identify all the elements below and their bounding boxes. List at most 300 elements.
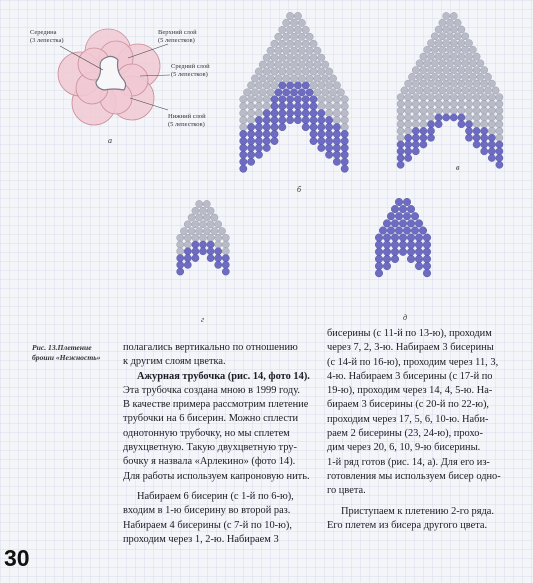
- bead: [279, 68, 286, 75]
- bead: [391, 234, 399, 242]
- bead: [207, 234, 214, 241]
- bead: [427, 80, 434, 87]
- bead: [318, 96, 325, 103]
- bead: [215, 234, 222, 241]
- bead: [458, 53, 465, 60]
- bead: [420, 53, 427, 60]
- bead: [207, 248, 214, 255]
- bead: [473, 94, 480, 101]
- bead: [375, 241, 383, 249]
- bead: [391, 205, 399, 213]
- bead: [240, 137, 247, 144]
- bead: [397, 100, 404, 107]
- bead: [271, 116, 278, 123]
- bead: [399, 241, 407, 249]
- bead: [279, 116, 286, 123]
- bead: [450, 94, 457, 101]
- bead: [443, 94, 450, 101]
- bead: [247, 130, 254, 137]
- bead: [333, 151, 340, 158]
- bead: [481, 134, 488, 141]
- bead: [325, 123, 332, 130]
- bead: [450, 53, 457, 60]
- bead: [458, 107, 465, 114]
- bead: [443, 53, 450, 60]
- bead: [443, 12, 450, 19]
- bead: [341, 151, 348, 158]
- bead: [383, 234, 391, 242]
- bead: [294, 54, 301, 61]
- bead: [462, 46, 469, 53]
- bead-figure-v: [397, 12, 503, 168]
- bead: [407, 234, 415, 242]
- bead: [222, 241, 229, 248]
- bead: [286, 82, 293, 89]
- bead: [298, 19, 305, 26]
- bead: [294, 68, 301, 75]
- body-line: Приступаем к плетению 2-го ряда.: [341, 505, 494, 517]
- bead: [484, 87, 491, 94]
- bead: [443, 80, 450, 87]
- bead: [259, 75, 266, 82]
- bead: [391, 248, 399, 256]
- bead: [496, 154, 503, 161]
- bead: [333, 158, 340, 165]
- bead: [415, 262, 423, 270]
- label-center-line1: Середина: [30, 29, 57, 36]
- bead: [279, 110, 286, 117]
- bead: [424, 60, 431, 67]
- bead: [412, 148, 419, 155]
- bead: [462, 73, 469, 80]
- bead: [290, 47, 297, 54]
- bead: [405, 114, 412, 121]
- bead: [211, 227, 218, 234]
- figure-caption: [32, 343, 118, 363]
- bead: [192, 254, 199, 261]
- bead: [318, 54, 325, 61]
- bead: [215, 254, 222, 261]
- bead: [458, 80, 465, 87]
- page-number: 30: [4, 545, 30, 571]
- bead: [333, 130, 340, 137]
- bead: [184, 254, 191, 261]
- body-line: Набираем 6 бисерин (с 1-й по 6-ю),: [137, 490, 294, 502]
- bead: [203, 214, 210, 221]
- bead: [481, 148, 488, 155]
- bead: [465, 53, 472, 60]
- bead: [251, 75, 258, 82]
- bead: [207, 241, 214, 248]
- bead: [333, 82, 340, 89]
- bead: [407, 248, 415, 256]
- bead: [481, 121, 488, 128]
- bead: [333, 144, 340, 151]
- bead: [337, 89, 344, 96]
- bead: [302, 110, 309, 117]
- bead: [294, 103, 301, 110]
- bead: [423, 248, 431, 256]
- bead: [314, 47, 321, 54]
- bead: [405, 154, 412, 161]
- bead: [247, 123, 254, 130]
- label-middle-layer-line2: (5 лепестков): [171, 71, 208, 78]
- bead: [325, 103, 332, 110]
- bead: [318, 116, 325, 123]
- bead: [341, 165, 348, 172]
- bead: [247, 103, 254, 110]
- bead: [481, 107, 488, 114]
- bead: [341, 103, 348, 110]
- body-line: раем 2 бисерины (23, 24-ю), прохо-: [327, 428, 483, 440]
- bead: [458, 26, 465, 33]
- bead: [488, 114, 495, 121]
- bead: [302, 116, 309, 123]
- bead: [294, 110, 301, 117]
- bead: [255, 116, 262, 123]
- bead: [271, 103, 278, 110]
- bead: [423, 255, 431, 263]
- bead: [427, 66, 434, 73]
- bead-figure-b: [240, 12, 349, 172]
- label-center-line2: (3 лепестка): [30, 37, 64, 44]
- bead: [481, 80, 488, 87]
- bead: [298, 75, 305, 82]
- bead: [446, 60, 453, 67]
- body-line: Набираем 4 бисерины (с 7-й по 10-ю),: [123, 519, 292, 531]
- bead: [192, 241, 199, 248]
- bead: [341, 137, 348, 144]
- bead: [333, 96, 340, 103]
- bead: [415, 255, 423, 263]
- bead: [477, 60, 484, 67]
- bead: [192, 207, 199, 214]
- body-line: полагались вертикально по отношению: [123, 342, 298, 353]
- body-line: двухцветную. Такую двухцветную тру-: [123, 442, 297, 454]
- bead: [341, 158, 348, 165]
- label-top-layer-line1: Верхний слой: [158, 29, 197, 36]
- bead: [192, 248, 199, 255]
- body-line: дим через 20, 6, 10, 9-ю бисерины.: [327, 442, 481, 454]
- bead: [275, 61, 282, 68]
- bead: [492, 87, 499, 94]
- bead: [423, 241, 431, 249]
- bead: [310, 103, 317, 110]
- bead: [318, 103, 325, 110]
- bead: [488, 148, 495, 155]
- bead: [255, 110, 262, 117]
- bead: [439, 33, 446, 40]
- bead: [488, 141, 495, 148]
- bead: [405, 94, 412, 101]
- bead: [412, 107, 419, 114]
- bead: [318, 110, 325, 117]
- bead: [333, 110, 340, 117]
- bead: [294, 82, 301, 89]
- bead: [177, 248, 184, 255]
- bead: [188, 227, 195, 234]
- bead: [302, 26, 309, 33]
- bead: [399, 234, 407, 242]
- bead: [177, 234, 184, 241]
- bead: [465, 127, 472, 134]
- bead: [488, 94, 495, 101]
- bead: [465, 80, 472, 87]
- bead: [488, 121, 495, 128]
- bead: [481, 100, 488, 107]
- bead: [405, 80, 412, 87]
- body-line: бисерины (с 11-й по 13-ю), проходим: [327, 328, 492, 339]
- bead: [325, 82, 332, 89]
- bead-figure-g: [177, 200, 230, 275]
- bead: [341, 144, 348, 151]
- bead: [446, 87, 453, 94]
- bead: [240, 151, 247, 158]
- bead: [290, 75, 297, 82]
- bead: [412, 80, 419, 87]
- bead: [423, 234, 431, 242]
- bead: [341, 123, 348, 130]
- bead: [286, 26, 293, 33]
- bead: [310, 130, 317, 137]
- bead: [184, 241, 191, 248]
- bead: [271, 96, 278, 103]
- bead: [395, 227, 403, 235]
- bead: [375, 255, 383, 263]
- bead: [473, 141, 480, 148]
- bead: [427, 121, 434, 128]
- bead: [215, 241, 222, 248]
- bead: [322, 89, 329, 96]
- bead: [484, 73, 491, 80]
- bead: [177, 254, 184, 261]
- bead: [473, 80, 480, 87]
- bead: [322, 75, 329, 82]
- bead: [458, 114, 465, 121]
- bead: [427, 134, 434, 141]
- bead: [306, 89, 313, 96]
- body-line: Его плетем из бисера другого цвета.: [327, 519, 488, 531]
- body-line: 19-ю), проходим через 14, 4, 5-ю. На-: [327, 385, 493, 397]
- bead: [318, 130, 325, 137]
- bead: [375, 248, 383, 256]
- bead: [399, 248, 407, 256]
- bead: [454, 87, 461, 94]
- bead: [207, 254, 214, 261]
- bead: [247, 137, 254, 144]
- bead: [450, 114, 457, 121]
- bead: [286, 12, 293, 19]
- bead: [294, 26, 301, 33]
- bead: [283, 19, 290, 26]
- bead: [199, 234, 206, 241]
- bead: [199, 241, 206, 248]
- bead: [446, 46, 453, 53]
- bead: [333, 116, 340, 123]
- bead: [177, 268, 184, 275]
- bead: [310, 137, 317, 144]
- bead: [286, 68, 293, 75]
- bead: [423, 269, 431, 277]
- bead: [222, 234, 229, 241]
- bead: [325, 144, 332, 151]
- bead: [263, 82, 270, 89]
- bead: [407, 241, 415, 249]
- bead: [397, 127, 404, 134]
- bead: [473, 127, 480, 134]
- bead: [286, 96, 293, 103]
- bead: [263, 144, 270, 151]
- bead: [310, 96, 317, 103]
- bead: [416, 60, 423, 67]
- bead: [341, 110, 348, 117]
- bead: [207, 221, 214, 228]
- body-line: через 7, 2, 3-ю. Набираем 3 бисерины: [327, 342, 494, 354]
- bead: [294, 96, 301, 103]
- bead: [458, 94, 465, 101]
- bead: [416, 87, 423, 94]
- bead: [473, 121, 480, 128]
- bead: [443, 39, 450, 46]
- bead: [177, 261, 184, 268]
- bead: [424, 46, 431, 53]
- bead: [439, 46, 446, 53]
- bead: [318, 82, 325, 89]
- bead: [415, 220, 423, 228]
- bead: [416, 73, 423, 80]
- bead: [446, 73, 453, 80]
- bead: [325, 110, 332, 117]
- bead: [496, 100, 503, 107]
- bead: [465, 107, 472, 114]
- bead: [431, 33, 438, 40]
- bead: [391, 220, 399, 228]
- bead: [450, 26, 457, 33]
- bead: [263, 110, 270, 117]
- bead: [314, 75, 321, 82]
- figure-letter-b: б: [297, 185, 302, 194]
- flower-diagram: [30, 29, 210, 145]
- bead: [267, 61, 274, 68]
- bead: [488, 80, 495, 87]
- bead: [247, 110, 254, 117]
- bead: [496, 127, 503, 134]
- bead: [420, 80, 427, 87]
- bead: [240, 158, 247, 165]
- bead: [397, 114, 404, 121]
- bead: [310, 40, 317, 47]
- bead: [399, 220, 407, 228]
- bead: [263, 96, 270, 103]
- bead: [255, 68, 262, 75]
- bead: [405, 100, 412, 107]
- bead: [255, 82, 262, 89]
- bead: [222, 254, 229, 261]
- bead: [283, 61, 290, 68]
- body-line: 4-ю. Набираем 3 бисерины (с 17-й по: [327, 370, 493, 382]
- bead: [435, 94, 442, 101]
- bead: [279, 96, 286, 103]
- bead: [290, 19, 297, 26]
- body-line: трубочки на 6 бисерин. Можно сплести: [123, 413, 299, 425]
- bead: [294, 116, 301, 123]
- body-line: бочку я назвала «Арлекино» (фото 14).: [123, 456, 296, 468]
- bead: [412, 134, 419, 141]
- bead: [286, 116, 293, 123]
- text-column-right: [327, 327, 525, 533]
- bead: [435, 53, 442, 60]
- bead: [465, 100, 472, 107]
- bead: [196, 214, 203, 221]
- bead: [283, 89, 290, 96]
- bead: [215, 221, 222, 228]
- body-line: входим в 1-ю бисерину во второй раз.: [123, 505, 291, 517]
- bead: [443, 66, 450, 73]
- bead: [263, 137, 270, 144]
- bead: [286, 110, 293, 117]
- bead: [244, 89, 251, 96]
- bead: [420, 100, 427, 107]
- body-line: бираем 3 бисерины (с 20-й по 22-ю),: [327, 399, 490, 411]
- caption-line: Рис. 13.Плетение: [32, 343, 92, 352]
- bead: [290, 89, 297, 96]
- bead: [318, 137, 325, 144]
- bead: [333, 137, 340, 144]
- bead: [405, 134, 412, 141]
- figure-letter-d: д: [403, 313, 408, 322]
- bead: [405, 107, 412, 114]
- bead: [454, 73, 461, 80]
- bead: [251, 89, 258, 96]
- bead: [427, 107, 434, 114]
- bead: [255, 103, 262, 110]
- bead: [450, 107, 457, 114]
- bead: [310, 68, 317, 75]
- bead: [255, 123, 262, 130]
- bead: [450, 12, 457, 19]
- bead: [424, 73, 431, 80]
- bead: [286, 54, 293, 61]
- bead: [435, 100, 442, 107]
- bead: [177, 241, 184, 248]
- bead: [263, 116, 270, 123]
- bead: [383, 241, 391, 249]
- bead: [420, 66, 427, 73]
- bead: [271, 123, 278, 130]
- bead: [279, 103, 286, 110]
- bead: [462, 60, 469, 67]
- bead: [473, 114, 480, 121]
- bead: [341, 130, 348, 137]
- figure-letter-v: в: [456, 163, 460, 172]
- bead: [341, 96, 348, 103]
- bead: [298, 47, 305, 54]
- bead: [446, 19, 453, 26]
- bead: [240, 110, 247, 117]
- bead: [435, 107, 442, 114]
- bead: [454, 33, 461, 40]
- bead: [465, 39, 472, 46]
- bead: [419, 227, 427, 235]
- bead: [290, 33, 297, 40]
- bead: [473, 134, 480, 141]
- bead: [302, 96, 309, 103]
- bead: [420, 121, 427, 128]
- bead: [450, 66, 457, 73]
- bead: [240, 123, 247, 130]
- bead: [469, 87, 476, 94]
- bead: [199, 221, 206, 228]
